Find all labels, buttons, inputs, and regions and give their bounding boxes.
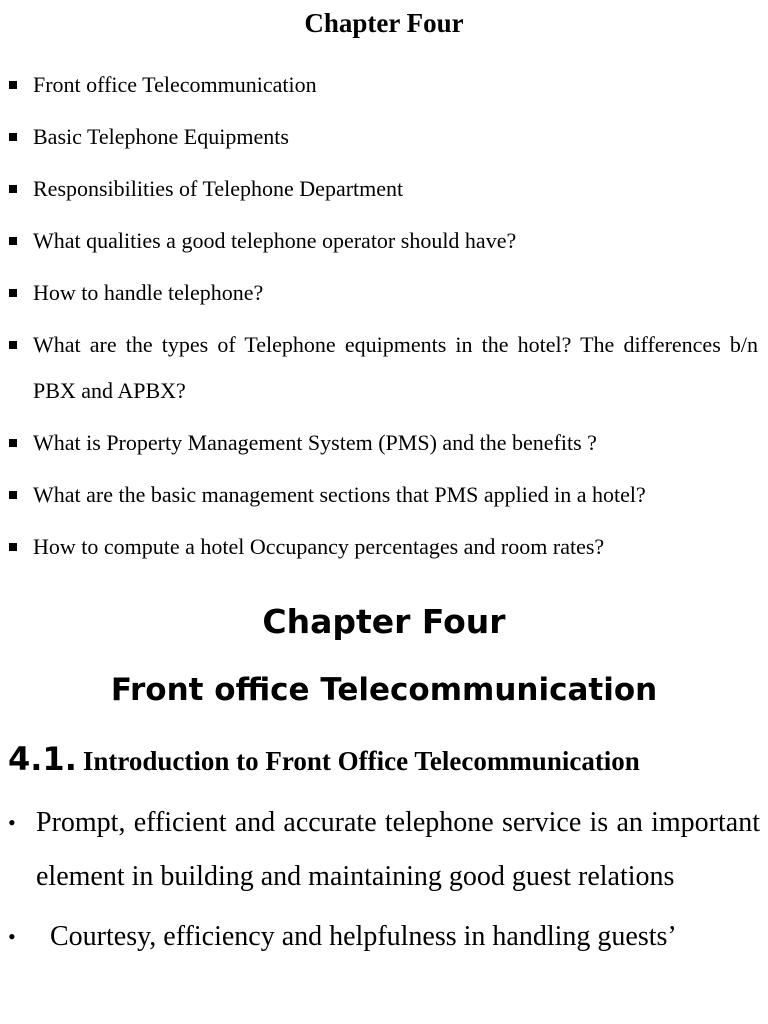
outline-item xyxy=(0,524,768,570)
outline-item-text: How to compute a hotel Occupancy percentages and room rates? xyxy=(33,534,605,559)
outline-item xyxy=(0,218,768,264)
outline-item-text: Front office Telecommunication xyxy=(33,72,317,97)
outline-item xyxy=(0,472,768,518)
bullet-dot-icon: • xyxy=(8,810,16,835)
bullet-dot-icon: • xyxy=(8,924,16,949)
square-bullet-icon xyxy=(9,133,17,141)
chapter-heading: Chapter Four xyxy=(262,602,506,641)
square-bullet-icon xyxy=(9,439,17,447)
outline-item xyxy=(0,270,768,316)
outline-item-text: What is Property Management System (PMS) and the benefits ? xyxy=(33,430,597,455)
body-point-text: Courtesy, efficiency and helpfulness in handling guests’ xyxy=(50,921,677,952)
section-heading: Front office Telecommunication xyxy=(110,672,658,708)
outline-item xyxy=(0,62,768,108)
outline-item xyxy=(0,420,768,466)
subsection-number: 4.1. xyxy=(8,740,77,778)
outline-item-text: How to handle telephone? xyxy=(33,280,264,305)
subsection-heading xyxy=(8,736,758,784)
body-point-text: Prompt, efficient and accurate telephone service is an important element in building and maintaining good guest relations xyxy=(36,807,760,892)
square-bullet-icon xyxy=(9,81,17,89)
body-points xyxy=(0,796,768,970)
outline-item xyxy=(0,166,768,212)
outline-item xyxy=(0,114,768,160)
outline-item-text: What are the types of Telephone equipments in the hotel? The differences b/n PBX and APBX? xyxy=(33,332,758,403)
outline-item-text: What qualities a good telephone operator should have? xyxy=(33,228,517,253)
body-point xyxy=(0,910,768,964)
square-bullet-icon xyxy=(9,289,17,297)
slide-title: Chapter Four xyxy=(304,8,464,38)
outline-item xyxy=(0,322,768,414)
square-bullet-icon xyxy=(9,491,17,499)
square-bullet-icon xyxy=(9,237,17,245)
square-bullet-icon xyxy=(9,185,17,193)
chapter-outline xyxy=(0,62,768,576)
body-point xyxy=(0,796,768,904)
square-bullet-icon xyxy=(9,543,17,551)
outline-item-text: What are the basic management sections that PMS applied in a hotel? xyxy=(33,482,646,507)
square-bullet-icon xyxy=(9,341,17,349)
subsection-title: Introduction to Front Office Telecommunication xyxy=(82,746,640,776)
outline-item-text: Responsibilities of Telephone Department xyxy=(33,176,404,201)
outline-item-text: Basic Telephone Equipments xyxy=(33,124,289,149)
